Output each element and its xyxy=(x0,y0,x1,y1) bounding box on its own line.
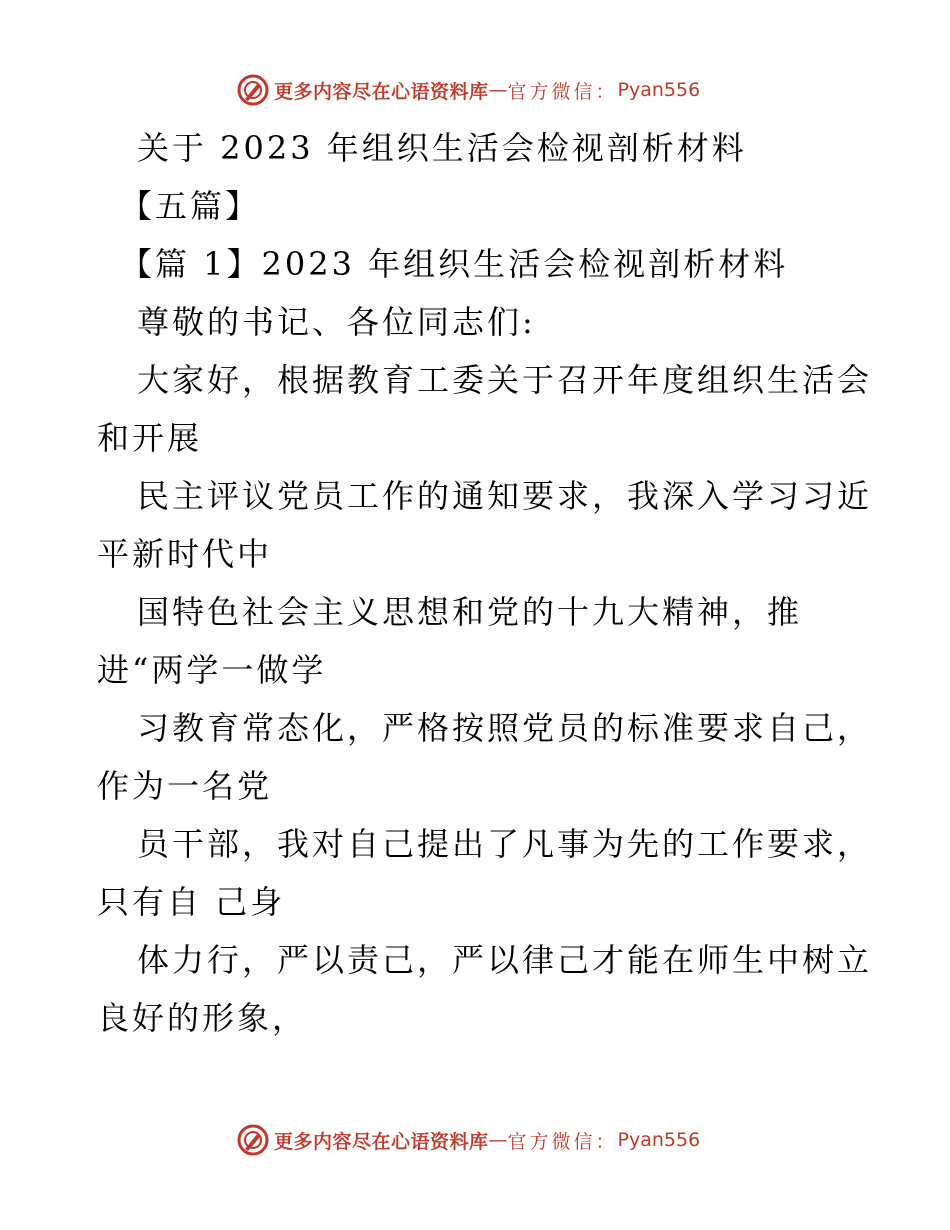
watermark-wechat-label: 官方微信： xyxy=(507,80,618,103)
paragraph-line: 作为一名党 xyxy=(97,767,273,805)
watermark-wechat-id: Pyan556 xyxy=(617,1129,701,1151)
paragraph-line: 国特色社会主义思想和党的十九大精神，推 xyxy=(137,593,803,631)
document-title: 关于 2023 年组织生活会检视剖析材料 xyxy=(137,129,747,167)
paragraph-line: 只有自 己身 xyxy=(97,883,286,921)
paragraph-line: 大家好，根据教育工委关于召开年度组织生活会 xyxy=(137,361,873,399)
section-heading: 【篇 1】2023 年组织生活会检视剖析材料 xyxy=(120,245,789,283)
pen-circle-logo-icon xyxy=(236,73,270,107)
footer-watermark xyxy=(236,1123,700,1157)
watermark-wechat-id: Pyan556 xyxy=(617,79,701,101)
watermark-separator: — xyxy=(488,79,508,101)
paragraph-line: 体力行，严以责己，严以律己才能在师生中树立 xyxy=(137,941,873,979)
document-subtitle: 【五篇】 xyxy=(120,187,261,225)
paragraph-line: 平新时代中 xyxy=(97,535,273,573)
salutation: 尊敬的书记、各位同志们: xyxy=(137,303,536,341)
watermark-wechat-label: 官方微信： xyxy=(507,1130,618,1153)
paragraph-line: 民主评议党员工作的通知要求，我深入学习习近 xyxy=(137,477,873,515)
paragraph-line: 良好的形象， xyxy=(97,999,308,1037)
paragraph-line: 进“两学一做学 xyxy=(97,651,327,689)
watermark-separator: — xyxy=(488,1129,508,1151)
paragraph-line: 习教育常态化，严格按照党员的标准要求自己， xyxy=(137,709,873,747)
pen-circle-logo-icon xyxy=(236,1123,270,1157)
watermark-brand: 更多内容尽在心语资料库 xyxy=(274,1130,489,1153)
paragraph-line: 员干部，我对自己提出了凡事为先的工作要求， xyxy=(137,825,873,863)
paragraph-line: 和开展 xyxy=(97,419,203,457)
watermark-brand: 更多内容尽在心语资料库 xyxy=(274,80,489,103)
header-watermark xyxy=(236,73,700,107)
